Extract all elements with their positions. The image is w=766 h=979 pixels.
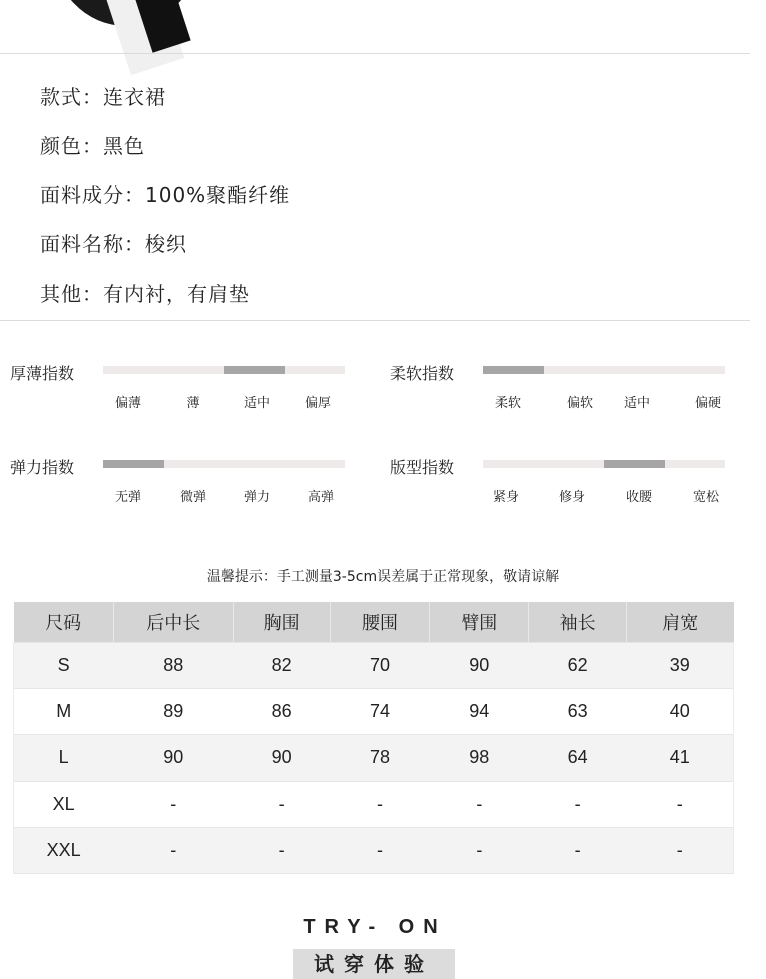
table-cell: - (113, 781, 233, 827)
table-cell: 98 (430, 735, 529, 781)
table-row (14, 828, 734, 874)
spec-other (40, 278, 250, 307)
table-cell: 39 (627, 642, 734, 688)
table-cell: 82 (233, 642, 330, 688)
table-cell: - (233, 781, 330, 827)
spec-value: 连衣裙 (103, 85, 166, 109)
table-cell: - (330, 781, 430, 827)
table-header: 袖长 (529, 602, 627, 642)
table-row (14, 642, 734, 688)
thickness-tick: 适中 (243, 396, 271, 411)
thickness-tick: 偏薄 (114, 396, 142, 411)
elasticity-index-track (103, 460, 345, 468)
table-header: 臂围 (430, 602, 529, 642)
table-cell: L (14, 735, 114, 781)
thickness-index-fill (224, 366, 285, 374)
fit-tick: 收腰 (625, 490, 653, 505)
softness-tick: 柔软 (494, 396, 522, 411)
softness-tick: 偏软 (566, 396, 594, 411)
table-header: 后中长 (113, 602, 233, 642)
elasticity-index-fill (103, 460, 164, 468)
table-cell: S (14, 642, 114, 688)
table-cell: 90 (430, 642, 529, 688)
table-cell: - (627, 828, 734, 874)
spec-value: 梭织 (145, 232, 187, 256)
table-row (14, 735, 734, 781)
table-cell: - (330, 828, 430, 874)
spec-composition (40, 179, 290, 208)
spec-color (40, 130, 145, 159)
fit-index-title: 版型指数 (390, 458, 455, 477)
fit-index-fill (604, 460, 665, 468)
softness-tick: 适中 (623, 396, 651, 411)
table-cell: 90 (233, 735, 330, 781)
spec-label: 面料成分： (40, 183, 145, 207)
table-cell: 64 (529, 735, 627, 781)
fit-index-track (483, 460, 725, 468)
table-cell: 40 (627, 688, 734, 734)
spec-label: 颜色： (40, 134, 103, 158)
table-cell: 74 (330, 688, 430, 734)
spec-style (40, 81, 166, 110)
table-cell: 62 (529, 642, 627, 688)
spec-label: 面料名称： (40, 232, 145, 256)
table-cell: M (14, 688, 114, 734)
divider-top (0, 53, 750, 54)
table-cell: - (233, 828, 330, 874)
size-table (13, 602, 734, 874)
measurement-tip: 温馨提示：手工测量3-5cm误差属于正常现象，敬请谅解 (206, 569, 560, 585)
table-cell: XL (14, 781, 114, 827)
table-cell: 94 (430, 688, 529, 734)
table-cell: XXL (14, 828, 114, 874)
softness-index-track (483, 366, 725, 374)
table-header: 腰围 (330, 602, 430, 642)
table-cell: - (113, 828, 233, 874)
thickness-tick: 薄 (186, 396, 200, 411)
table-header: 尺码 (14, 602, 114, 642)
elasticity-tick: 无弹 (114, 490, 142, 505)
table-cell: 41 (627, 735, 734, 781)
fit-tick: 紧身 (492, 490, 520, 505)
table-cell: 86 (233, 688, 330, 734)
table-cell: 90 (113, 735, 233, 781)
tryon-subtitle: 试穿体验 (293, 949, 455, 979)
elasticity-index-title: 弹力指数 (10, 458, 75, 477)
spec-value: 100%聚酯纤维 (145, 183, 291, 207)
table-cell: 78 (330, 735, 430, 781)
spec-fabric-name (40, 228, 187, 257)
tryon-title: TRY- ON (303, 916, 447, 938)
thickness-tick: 偏厚 (304, 396, 332, 411)
spec-value: 有内衬，有肩垫 (103, 282, 250, 306)
table-cell: 63 (529, 688, 627, 734)
spec-label: 其他： (40, 282, 103, 306)
table-cell: 88 (113, 642, 233, 688)
table-header-row (14, 602, 734, 642)
softness-index-fill (483, 366, 544, 374)
elasticity-tick: 弹力 (243, 490, 271, 505)
table-header: 肩宽 (627, 602, 734, 642)
table-cell: - (529, 828, 627, 874)
divider-middle (0, 320, 750, 321)
table-row (14, 688, 734, 734)
table-cell: - (627, 781, 734, 827)
table-cell: - (430, 828, 529, 874)
table-row (14, 781, 734, 827)
elasticity-tick: 微弹 (179, 490, 207, 505)
table-cell: - (529, 781, 627, 827)
thickness-index-track (103, 366, 345, 374)
softness-tick: 偏硬 (694, 396, 722, 411)
spec-label: 款式： (40, 85, 103, 109)
table-cell: 70 (330, 642, 430, 688)
fit-tick: 修身 (558, 490, 586, 505)
fit-tick: 宽松 (692, 490, 720, 505)
table-header: 胸围 (233, 602, 330, 642)
softness-index-title: 柔软指数 (390, 364, 455, 383)
elasticity-tick: 高弹 (307, 490, 335, 505)
table-cell: 89 (113, 688, 233, 734)
table-cell: - (430, 781, 529, 827)
model-photo (52, 0, 200, 26)
thickness-index-title: 厚薄指数 (10, 364, 75, 383)
spec-value: 黑色 (103, 134, 145, 158)
